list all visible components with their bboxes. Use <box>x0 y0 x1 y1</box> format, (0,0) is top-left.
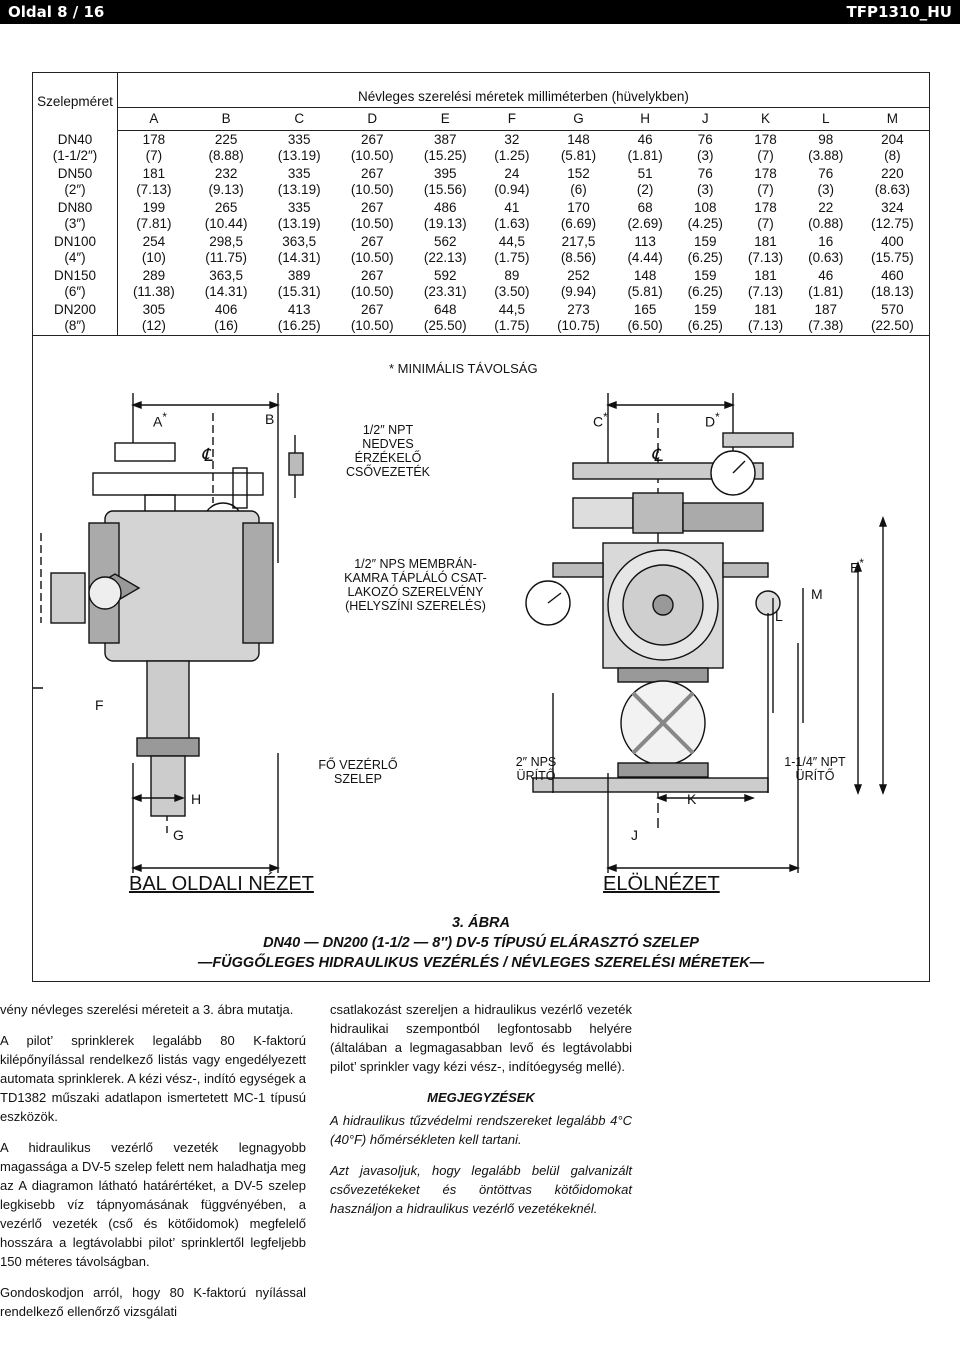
value-inch: (6.50) <box>627 318 663 333</box>
value-mm: 389 <box>287 268 311 283</box>
value-inch: (3) <box>697 148 714 163</box>
value-mm: 181 <box>754 234 777 249</box>
value-inch: (10.75) <box>557 318 600 333</box>
value-inch: (8.56) <box>560 250 597 265</box>
value-mm: 335 <box>287 200 311 215</box>
value-inch: (6) <box>570 182 587 197</box>
value-cell <box>482 267 542 301</box>
dim-label-k: K <box>687 791 697 807</box>
value-cell <box>118 131 190 166</box>
value-mm: 335 <box>287 132 311 147</box>
value-cell <box>190 165 263 199</box>
value-inch: (1.81) <box>627 148 663 163</box>
value-inch: (5.81) <box>627 284 663 299</box>
right-text-column <box>330 1000 632 1230</box>
value-mm: 98 <box>818 132 834 147</box>
value-inch: (4.25) <box>687 216 723 231</box>
callout-main-valve: FŐ VEZÉRLŐ SZELEP <box>318 758 398 786</box>
column-header: C <box>263 108 336 131</box>
value-inch: (10.50) <box>350 182 394 197</box>
value-inch: (9.94) <box>560 284 597 299</box>
value-inch: (7.13) <box>747 284 784 299</box>
value-mm: 44,5 <box>498 302 525 317</box>
value-inch: (11.38) <box>132 284 175 299</box>
value-inch: (9.13) <box>208 182 244 197</box>
value-mm: 400 <box>881 234 904 249</box>
value-cell <box>409 233 482 267</box>
value-cell <box>336 301 409 336</box>
value-mm: 273 <box>567 302 590 317</box>
value-inch: (8.88) <box>208 148 244 163</box>
value-inch: (10.50) <box>350 284 394 299</box>
value-mm: 267 <box>360 302 384 317</box>
value-inch: (7) <box>145 148 163 163</box>
value-mm: 406 <box>214 302 238 317</box>
value-cell <box>796 131 856 166</box>
value-mm: 159 <box>694 268 717 283</box>
valve-drawing <box>33 393 929 893</box>
value-inch: (6.25) <box>687 284 723 299</box>
value-cell <box>856 199 929 233</box>
value-cell <box>482 131 542 166</box>
dim-label-f: F <box>95 697 104 713</box>
value-mm: 187 <box>814 302 837 317</box>
value-mm: 152 <box>567 166 590 181</box>
value-cell <box>263 233 336 267</box>
value-cell <box>190 131 263 166</box>
value-cell <box>796 199 856 233</box>
value-inch: (0.63) <box>808 250 844 265</box>
document-id: TFP1310_HU <box>846 3 952 21</box>
value-cell <box>336 165 409 199</box>
value-inch: (10.50) <box>350 148 394 163</box>
left-view-title: BAL OLDALI NÉZET <box>129 873 314 895</box>
value-mm: 159 <box>694 302 717 317</box>
value-cell <box>856 131 929 166</box>
value-inch: (12.75) <box>871 216 914 231</box>
size-cell <box>33 199 118 233</box>
size-cell <box>33 301 118 336</box>
value-mm: 178 <box>142 132 166 147</box>
value-mm: 199 <box>142 200 166 215</box>
value-inch: (0.88) <box>808 216 844 231</box>
column-header: L <box>796 108 856 131</box>
callout-2in-drain: 2″ NPS ÜRÍTŐ <box>515 755 557 783</box>
centerline-symbol-right: ℄ <box>651 445 663 465</box>
value-inch: (15.31) <box>277 284 321 299</box>
value-mm: 181 <box>142 166 166 181</box>
value-inch: (15.25) <box>423 148 467 163</box>
value-cell <box>336 233 409 267</box>
column-header: J <box>675 108 735 131</box>
value-mm: 267 <box>360 268 384 283</box>
value-mm: 460 <box>881 268 904 283</box>
size-dn: DN150 <box>53 268 97 283</box>
value-mm: 289 <box>142 268 166 283</box>
size-cell <box>33 267 118 301</box>
value-mm: 76 <box>697 166 713 181</box>
value-cell <box>542 301 615 336</box>
value-cell <box>796 233 856 267</box>
dim-label-l: L <box>775 608 783 624</box>
dim-label-m: M <box>811 586 823 602</box>
value-inch: (3.88) <box>808 148 844 163</box>
value-cell <box>675 301 735 336</box>
value-cell <box>675 267 735 301</box>
size-dn: DN80 <box>57 200 93 215</box>
value-cell <box>409 199 482 233</box>
value-inch: (22.13) <box>423 250 467 265</box>
value-inch: (15.75) <box>871 250 914 265</box>
paragraph: A hidraulikus vezérlő vezeték legnagyobb magassága a DV-5 szelep felett nem haladhatja meg az A diagramon látható határértéket, a DV-5 szelep legkisebb víz tápnyomásának függvényében, a vezérlő vezeték (cső és kötőidomok) megfelelő hosszára a legtávolabbi pilot’ sprinklertől legfeljebb 150 méteres távolságban. <box>0 1140 306 1269</box>
callout-diaphragm-supply: 1/2″ NPS MEMBRÁN- KAMRA TÁPLÁLÓ CSAT- LAKOZÓ SZERELVÉNY (HELYSZÍNI SZERELÉS) <box>344 557 487 613</box>
value-mm: 148 <box>567 132 590 147</box>
value-inch: (7) <box>757 148 774 163</box>
value-mm: 178 <box>754 200 777 215</box>
value-mm: 592 <box>433 268 457 283</box>
value-inch: (1.75) <box>494 250 530 265</box>
value-cell <box>856 301 929 336</box>
left-text-column <box>0 1000 306 1333</box>
value-cell <box>856 267 929 301</box>
value-cell <box>263 199 336 233</box>
value-mm: 413 <box>287 302 311 317</box>
value-inch: (16.25) <box>277 318 321 333</box>
value-inch: (14.31) <box>204 284 248 299</box>
value-inch: (7) <box>757 182 774 197</box>
value-inch: (25.50) <box>423 318 467 333</box>
size-inch: (6″) <box>64 284 86 299</box>
value-cell <box>542 131 615 166</box>
value-mm: 267 <box>360 200 384 215</box>
value-mm: 46 <box>818 268 834 283</box>
value-cell <box>336 199 409 233</box>
value-mm: 89 <box>504 268 520 283</box>
value-cell <box>615 233 675 267</box>
value-inch: (7.81) <box>136 216 172 231</box>
value-mm: 225 <box>214 132 238 147</box>
table-row <box>33 199 929 233</box>
value-cell <box>482 233 542 267</box>
value-inch: (13.19) <box>277 148 321 163</box>
size-inch: (4″) <box>64 250 86 265</box>
column-header: K <box>735 108 795 131</box>
value-cell <box>735 199 795 233</box>
value-mm: 170 <box>567 200 590 215</box>
value-inch: (13.19) <box>277 182 321 197</box>
value-cell <box>796 301 856 336</box>
value-cell <box>263 267 336 301</box>
dim-label-b: B <box>265 411 275 427</box>
value-mm: 395 <box>433 166 457 181</box>
value-inch: (0.94) <box>494 182 530 197</box>
value-cell <box>263 301 336 336</box>
value-cell <box>615 131 675 166</box>
value-mm: 648 <box>433 302 457 317</box>
dim-label-h: H <box>191 791 202 807</box>
value-inch: (8) <box>884 148 901 163</box>
value-mm: 267 <box>360 132 384 147</box>
value-inch: (10.50) <box>350 216 394 231</box>
dim-label-d: D* <box>705 411 720 430</box>
size-dn: DN100 <box>53 234 97 249</box>
value-inch: (3) <box>697 182 714 197</box>
value-cell <box>190 233 263 267</box>
value-mm: 46 <box>637 132 653 147</box>
size-dn: DN200 <box>53 302 97 317</box>
value-cell <box>118 301 190 336</box>
value-cell <box>856 165 929 199</box>
size-inch: (2″) <box>64 182 86 197</box>
value-cell <box>615 199 675 233</box>
value-inch: (5.81) <box>560 148 597 163</box>
value-inch: (7.38) <box>808 318 844 333</box>
value-cell <box>263 131 336 166</box>
value-mm: 76 <box>697 132 713 147</box>
value-mm: 41 <box>504 200 520 215</box>
size-dn: DN40 <box>57 131 93 147</box>
figure-3 <box>32 72 930 982</box>
value-cell <box>118 199 190 233</box>
left-side-view <box>33 393 303 873</box>
value-inch: (3.50) <box>494 284 530 299</box>
value-cell <box>409 267 482 301</box>
dim-label-a: A* <box>153 411 167 430</box>
value-cell <box>675 233 735 267</box>
value-inch: (7) <box>757 216 774 231</box>
value-mm: 108 <box>694 200 717 215</box>
size-cell <box>33 233 118 267</box>
size-cell <box>33 165 118 199</box>
value-cell <box>735 165 795 199</box>
value-mm: 363,5 <box>282 234 317 249</box>
column-header: M <box>856 108 929 131</box>
paragraph: A pilot’ sprinklerek legalább 80 K-faktorú kilépőnyílással rendelkező listás vagy engedélyezett automata sprinklerek. A kézi vész-, indító egységek a TD1382 műszaki adatlapon ismertetett MC-1 típusú eszközök. <box>0 1033 306 1124</box>
table-row <box>33 301 929 336</box>
value-inch: (6.25) <box>687 318 723 333</box>
value-cell <box>675 199 735 233</box>
minimum-distance-note: * MINIMÁLIS TÁVOLSÁG <box>389 361 538 376</box>
value-cell <box>615 165 675 199</box>
value-mm: 570 <box>881 302 904 317</box>
value-cell <box>190 301 263 336</box>
size-inch: (8″) <box>64 318 86 333</box>
table-caption: Névleges szerelési méretek milliméterben (hüvelykben) <box>118 73 930 108</box>
value-mm: 254 <box>142 234 166 249</box>
value-inch: (4.44) <box>627 250 663 265</box>
value-cell <box>190 267 263 301</box>
value-cell <box>482 199 542 233</box>
value-mm: 32 <box>504 132 520 147</box>
value-inch: (6.69) <box>560 216 597 231</box>
size-header: Szelepméret <box>33 73 118 131</box>
value-cell <box>118 233 190 267</box>
front-view-title: ELÖLNÉZET <box>603 873 720 895</box>
value-mm: 232 <box>214 166 238 181</box>
size-inch: (3″) <box>64 216 86 231</box>
value-inch: (1.25) <box>494 148 530 163</box>
value-mm: 298,5 <box>209 234 244 249</box>
value-inch: (11.75) <box>205 250 248 265</box>
table-body <box>33 131 929 336</box>
value-mm: 16 <box>818 234 834 249</box>
note: A hidraulikus tűzvédelmi rendszereket legalább 4°C (40°F) hőmérsékleten kell tartani. <box>330 1113 632 1147</box>
table-row <box>33 233 929 267</box>
value-inch: (14.31) <box>277 250 321 265</box>
value-cell <box>542 233 615 267</box>
value-inch: (1.63) <box>494 216 530 231</box>
value-inch: (2) <box>636 182 654 197</box>
value-inch: (19.13) <box>423 216 467 231</box>
value-cell <box>675 165 735 199</box>
value-mm: 178 <box>754 132 777 147</box>
value-inch: (16) <box>214 318 239 333</box>
value-cell <box>336 131 409 166</box>
value-mm: 178 <box>754 166 777 181</box>
table-row <box>33 165 929 199</box>
value-mm: 181 <box>754 302 777 317</box>
value-inch: (22.50) <box>871 318 914 333</box>
value-cell <box>735 267 795 301</box>
value-mm: 51 <box>637 166 653 181</box>
figure-number: 3. ÁBRA <box>451 915 510 931</box>
paragraph: vény névleges szerelési méreteit a 3. ábra mutatja. <box>0 1002 294 1017</box>
value-cell <box>118 267 190 301</box>
value-mm: 324 <box>881 200 904 215</box>
value-mm: 217,5 <box>561 234 596 249</box>
value-mm: 267 <box>360 166 384 181</box>
callout-wet-pipe: 1/2″ NPT NEDVES ÉRZÉKELŐ CSŐVEZETÉK <box>345 423 431 479</box>
value-cell <box>482 301 542 336</box>
dimensions-table <box>33 73 929 336</box>
value-inch: (23.31) <box>423 284 467 299</box>
value-mm: 363,5 <box>209 268 244 283</box>
value-cell <box>615 267 675 301</box>
figure-title-2: —FÜGGŐLEGES HIDRAULIKUS VEZÉRLÉS / NÉVLEGES SZERELÉSI MÉRETEK— <box>197 955 765 971</box>
note: Azt javasoljuk, hogy legalább belül galvanizált csővezetékeket és öntöttvas kötőidomokat használjon a hidraulikus vezérlő vezetékeknél. <box>330 1163 632 1216</box>
value-inch: (7.13) <box>747 318 784 333</box>
centerline-symbol-left: ℄ <box>201 445 213 465</box>
value-cell <box>735 233 795 267</box>
value-mm: 252 <box>567 268 590 283</box>
paragraph: Gondoskodjon arról, hogy 80 K-faktorú nyílással rendelkező ellenőrző vizsgálati <box>0 1285 306 1319</box>
dim-label-c: C* <box>593 411 608 430</box>
value-mm: 44,5 <box>498 234 525 249</box>
value-inch: (10.44) <box>204 216 248 231</box>
value-inch: (8.63) <box>874 182 911 197</box>
value-inch: (3) <box>817 182 834 197</box>
value-mm: 562 <box>433 234 457 249</box>
value-mm: 68 <box>637 200 653 215</box>
dim-label-e: E* <box>850 557 864 576</box>
value-inch: (10) <box>141 250 166 265</box>
dim-label-j: J <box>631 827 638 843</box>
value-cell <box>542 267 615 301</box>
column-header: H <box>615 108 675 131</box>
column-header: A <box>118 108 190 131</box>
column-letters <box>33 108 929 131</box>
front-view <box>526 393 886 873</box>
column-header: G <box>542 108 615 131</box>
value-inch: (13.19) <box>277 216 321 231</box>
page-number: Oldal 8 / 16 <box>8 3 105 21</box>
value-cell <box>735 131 795 166</box>
value-cell <box>482 165 542 199</box>
value-inch: (18.13) <box>871 284 914 299</box>
value-cell <box>118 165 190 199</box>
value-mm: 113 <box>634 234 656 249</box>
value-mm: 335 <box>287 166 311 181</box>
value-inch: (10.50) <box>350 250 394 265</box>
value-cell <box>336 267 409 301</box>
value-cell <box>409 301 482 336</box>
table-row <box>33 131 929 166</box>
value-cell <box>190 199 263 233</box>
value-inch: (6.25) <box>687 250 723 265</box>
value-mm: 486 <box>433 200 457 215</box>
value-mm: 220 <box>881 166 904 181</box>
value-inch: (2.69) <box>627 216 663 231</box>
figure-title-1: DN40 — DN200 (1-1/2 — 8″) DV-5 TÍPUSÚ ELÁRASZTÓ SZELEP <box>263 935 699 951</box>
value-inch: (10.50) <box>350 318 394 333</box>
value-mm: 204 <box>881 132 904 147</box>
page-header <box>0 0 960 24</box>
value-cell <box>735 301 795 336</box>
value-cell <box>675 131 735 166</box>
table-row <box>33 267 929 301</box>
value-mm: 165 <box>633 302 657 317</box>
value-inch: (1.75) <box>494 318 530 333</box>
paragraph: csatlakozást szereljen a hidraulikus vezérlő vezeték hidraulikai szempontból legfontosabb helyére (általában a legmagasabban levő és legtávolabbi pilot’ sprinkler vagy kézi vész-, indítóegység mellé). <box>330 1002 632 1074</box>
value-cell <box>796 267 856 301</box>
value-cell <box>409 131 482 166</box>
value-inch: (7.13) <box>747 250 784 265</box>
value-mm: 267 <box>360 234 384 249</box>
notes-heading: MEGJEGYZÉSEK <box>427 1090 535 1105</box>
value-cell <box>542 199 615 233</box>
value-cell <box>542 165 615 199</box>
column-header: D <box>336 108 409 131</box>
value-mm: 76 <box>818 166 834 181</box>
value-cell <box>409 165 482 199</box>
column-header: F <box>482 108 542 131</box>
size-inch: (1-1/2″) <box>52 147 98 163</box>
value-cell <box>615 301 675 336</box>
value-cell <box>796 165 856 199</box>
value-mm: 305 <box>142 302 166 317</box>
value-inch: (15.56) <box>423 182 467 197</box>
value-mm: 181 <box>754 268 777 283</box>
column-header: B <box>190 108 263 131</box>
callout-114-drain: 1-1/4″ NPT ÜRÍTŐ <box>784 755 846 783</box>
value-mm: 148 <box>633 268 657 283</box>
value-inch: (12) <box>141 318 166 333</box>
size-cell <box>33 131 118 166</box>
value-mm: 22 <box>818 200 834 215</box>
value-cell <box>263 165 336 199</box>
dim-label-g: G <box>173 827 184 843</box>
value-cell <box>856 233 929 267</box>
size-dn: DN50 <box>57 166 93 181</box>
value-mm: 265 <box>214 200 238 215</box>
value-mm: 24 <box>504 166 520 181</box>
value-inch: (7.13) <box>136 182 172 197</box>
value-mm: 387 <box>433 132 457 147</box>
value-mm: 159 <box>694 234 717 249</box>
value-inch: (1.81) <box>808 284 844 299</box>
column-header: E <box>409 108 482 131</box>
